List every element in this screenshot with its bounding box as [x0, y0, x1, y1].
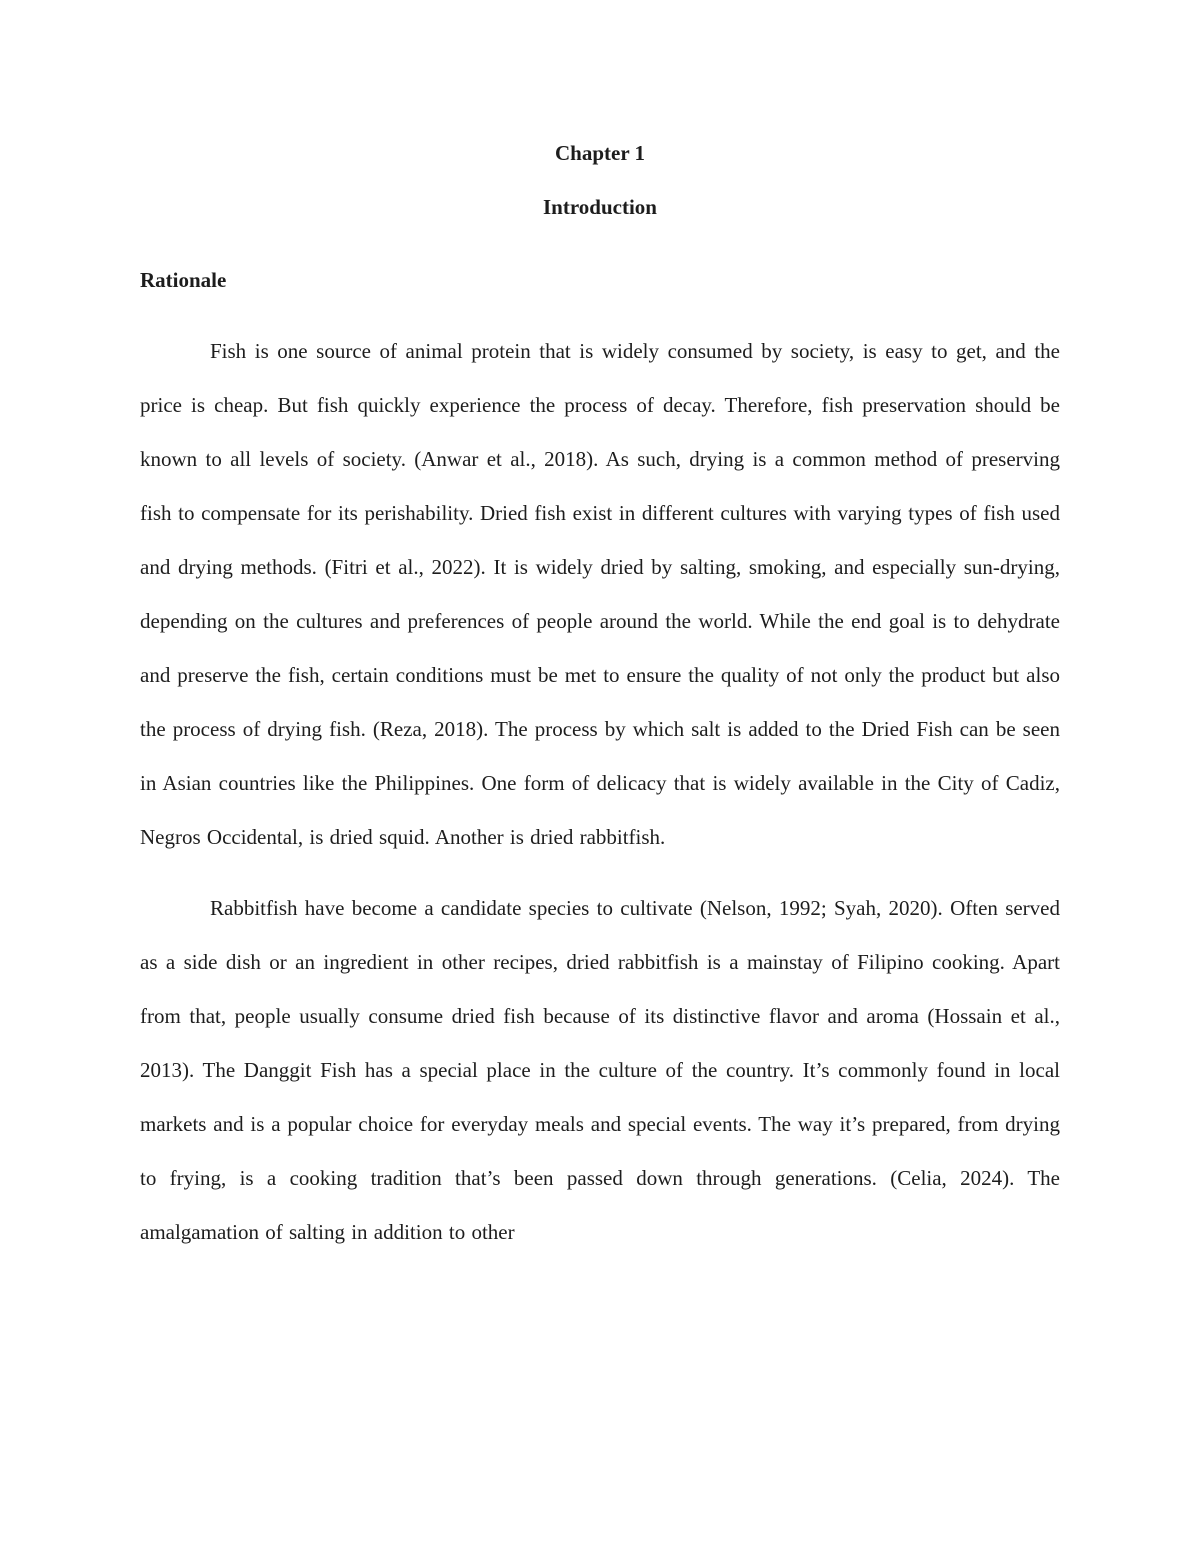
paragraph-rationale-2: Rabbitfish have become a candidate species to cultivate (Nelson, 1992; Syah, 2020). Often served as a side dish or an ingredient in other recipes, dried rabbitfish is a mainstay of Filipino cooking. Apart from that, people usually consume dried fish because of its distinctive flavor and aroma (Hossain et al., 2013). The Danggit Fish has a special place in the culture of the country. It’s commonly found in local markets and is a popular choice for everyday meals and special events. The way it’s prepared, from drying to frying, is a cooking tradition that’s been passed down through generations. (Celia, 2024). The amalgamation of salting in addition to other [140, 896, 1060, 1244]
section-heading-rationale: Rationale [140, 268, 227, 292]
paragraph-rationale-1: Fish is one source of animal protein that is widely consumed by society, is easy to get, and the price is cheap. But fish quickly experience the process of decay. Therefore, fish preservation should be known to all levels of society. (Anwar et al., 2018). As such, drying is a common method of preserving fish to compensate for its perishability. Dried fish exist in different cultures with varying types of fish used and drying methods. (Fitri et al., 2022). It is widely dried by salting, smoking, and especially sun-drying, depending on the cultures and preferences of people around the world. While the end goal is to dehydrate and preserve the fish, certain conditions must be met to ensure the quality of not only the product but also the process of drying fish. (Reza, 2018). The process by which salt is added to the Dried Fish can be seen in Asian countries like the Philippines. One form of delicacy that is widely available in the City of Cadiz, Negros Occidental, is dried squid. Another is dried rabbitfish. [140, 339, 1060, 849]
chapter-title: Chapter 1 [554, 141, 646, 165]
chapter-subtitle: Introduction [543, 195, 657, 219]
